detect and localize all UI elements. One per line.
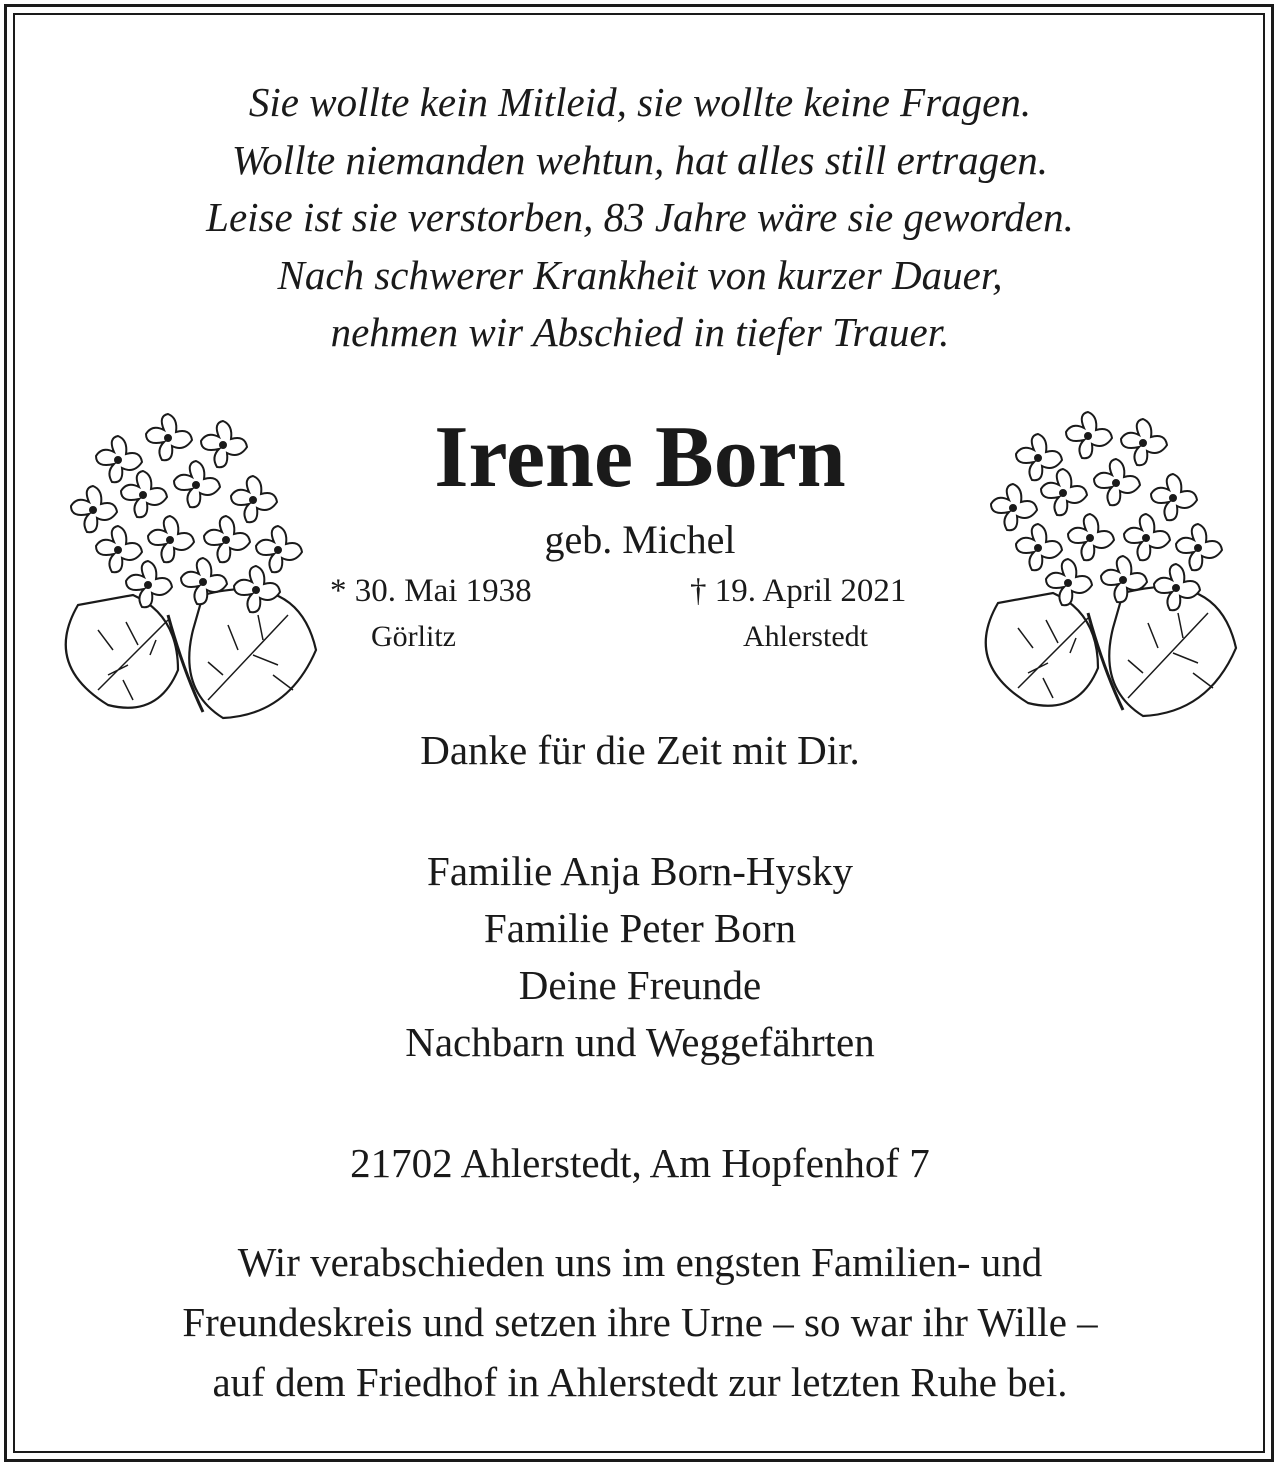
mourner-item: Deine Freunde: [518, 962, 762, 1008]
closing-text: [0, 1232, 1280, 1412]
deceased-name: Irene Born: [434, 409, 846, 506]
closing-line: auf dem Friedhof in Ahlerstedt zur letzten Ruhe bei.: [212, 1359, 1068, 1405]
poem-line: Sie wollte kein Mitleid, sie wollte keine Fragen.: [248, 79, 1032, 125]
poem-line: nehmen wir Abschied in tiefer Trauer.: [330, 309, 950, 355]
birth-place: Görlitz: [371, 620, 456, 653]
death-place: Ahlerstedt: [743, 620, 868, 653]
address-text: 21702 Ahlerstedt, Am Hopfenhof 7: [350, 1140, 930, 1186]
mourner-item: Familie Anja Born-Hysky: [427, 848, 853, 894]
poem: [0, 74, 1280, 362]
death-date: † 19. April 2021: [690, 573, 907, 609]
maiden-name: geb. Michel: [544, 517, 736, 562]
poem-line: Nach schwerer Krankheit von kurzer Dauer,: [277, 251, 1003, 298]
mourner-item: Nachbarn und Weggefährten: [405, 1019, 875, 1065]
closing-line: Wir verabschieden uns im engsten Familien- und: [237, 1239, 1043, 1285]
poem-line: Leise ist sie verstorben, 83 Jahre wäre sie geworden.: [206, 194, 1074, 240]
poem-line: Wollte niemanden wehtun, hat alles still ertragen.: [231, 136, 1049, 183]
address-line: [0, 1135, 1280, 1192]
birth-date: * 30. Mai 1938: [330, 573, 532, 609]
thanks-line: [0, 722, 1280, 779]
mourners-list: [0, 843, 1280, 1071]
mourner-item: Familie Peter Born: [483, 905, 796, 951]
closing-line: Freundeskreis und setzen ihre Urne – so war ihr Wille –: [182, 1299, 1098, 1345]
thanks-text: Danke für die Zeit mit Dir.: [420, 727, 860, 773]
